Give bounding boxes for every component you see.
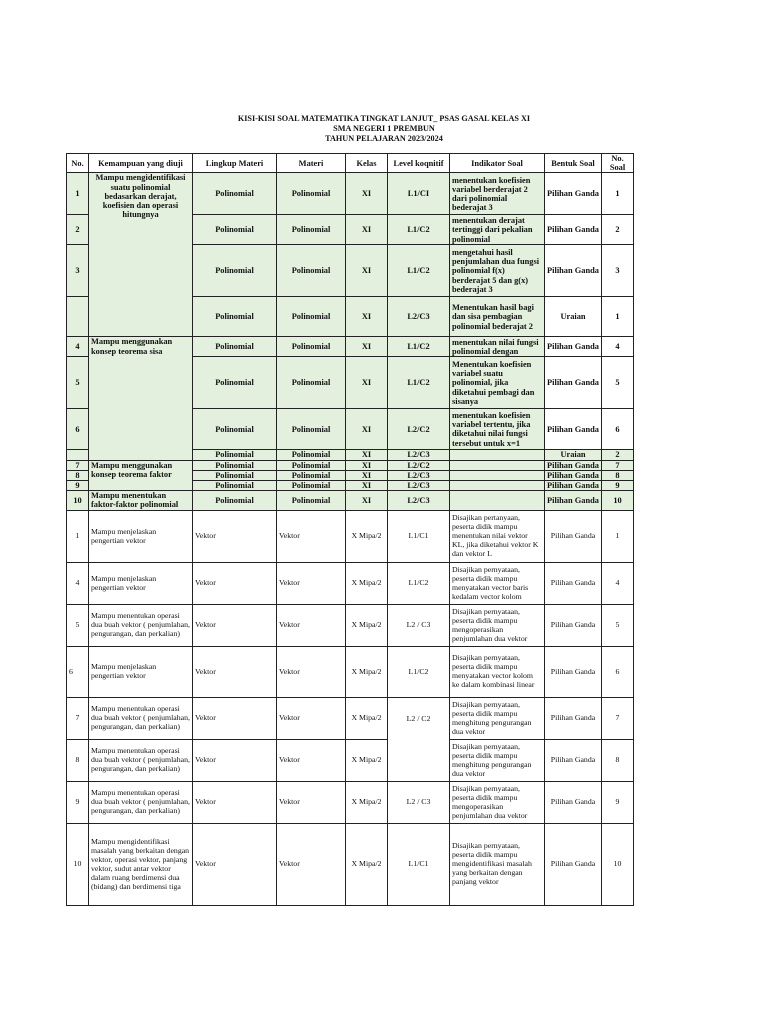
cell-kemampuan: Mampu menentukan operasi dua buah vektor ( penjumlahan, pengurangan, dan perkalian) [89,782,193,824]
header-cell: No. [67,154,89,173]
cell-level: L1/C1 [388,511,450,563]
cell-kemampuan: Mampu menentukan operasi dua buah vektor ( penjumlahan, pengurangan, dan perkalian) [89,605,193,647]
table-row [67,491,634,511]
cell-indikator [450,470,545,480]
cell-level: L1/C2 [388,357,450,409]
cell-no: 3 [67,245,89,297]
cell-kelas: X Mipa/2 [346,740,388,782]
cell-materi: Polinomial [277,491,346,511]
cell-kemampuan: Mampu mengidentifikasi masalah yang berkaitan dengan vektor, operasi vektor, panjang vektor, sudut antar vektor dalam ruang berdimensi dua (bidang) dan berdimensi tiga [89,824,193,906]
cell-kelas: XI [346,470,388,480]
cell-bentuk: Pilihan Ganda [545,563,602,605]
cell-level: L1/C2 [388,215,450,245]
cell-no [67,297,89,337]
table-row [67,647,634,698]
cell-no: 7 [67,460,89,470]
cell-level: L1/CI [388,173,450,215]
cell-bentuk: Pilihan Ganda [545,409,602,450]
table-row [67,782,634,824]
cell-nosoal: 2 [602,215,634,245]
cell-indikator: Disajikan pernyataan, peserta didik mampu mengoperasikan penjumlahan dua vektor [450,782,545,824]
cell-bentuk: Pilihan Ganda [545,460,602,470]
cell-no: 10 [67,491,89,511]
cell-bentuk: Pilihan Ganda [545,491,602,511]
cell-bentuk: Pilihan Ganda [545,173,602,215]
cell-lingkup: Vektor [193,563,277,605]
cell-no: 5 [67,605,89,647]
cell-bentuk: Pilihan Ganda [545,605,602,647]
cell-no: 4 [67,563,89,605]
cell-nosoal: 4 [602,563,634,605]
cell-bentuk: Pilihan Ganda [545,647,602,698]
cell-kemampuan: Mampu menentukan operasi dua buah vektor ( penjumlahan, pengurangan, dan perkalian) [89,740,193,782]
cell-kelas: XI [346,409,388,450]
cell-level: L1/C2 [388,647,450,698]
cell-nosoal: 1 [602,511,634,563]
cell-nosoal: 1 [602,173,634,215]
cell-kelas: X Mipa/2 [346,698,388,740]
cell-lingkup: Vektor [193,698,277,740]
cell-bentuk: Pilihan Ganda [545,337,602,357]
cell-materi: Vektor [277,647,346,698]
cell-bentuk: Pilihan Ganda [545,470,602,480]
cell-lingkup: Polinomial [193,481,277,491]
cell-lingkup: Polinomial [193,460,277,470]
cell-kemampuan: Mampu menjelaskan pengertian vektor [89,647,193,698]
cell-indikator: Menentukan hasil bagi dan sisa pembagian polinomial bederajat 2 [450,297,545,337]
cell-level: L2 / C3 [388,605,450,647]
cell-bentuk: Uraian [545,297,602,337]
cell-kelas: XI [346,481,388,491]
cell-materi: Polinomial [277,245,346,297]
cell-kelas: XI [346,297,388,337]
cell-materi: Vektor [277,824,346,906]
cell-indikator [450,450,545,460]
cell-no: 7 [67,698,89,740]
cell-kelas: XI [346,491,388,511]
cell-kemampuan: Mampu menjelaskan pengertian vektor [89,511,193,563]
cell-level [388,740,450,782]
cell-materi: Polinomial [277,470,346,480]
table-row [67,337,634,357]
cell-kelas: XI [346,173,388,215]
cell-level: L2/C3 [388,470,450,480]
cell-no: 9 [67,782,89,824]
cell-bentuk: Pilihan Ganda [545,511,602,563]
table-row [67,605,634,647]
table-row [67,511,634,563]
cell-indikator [450,481,545,491]
cell-nosoal: 4 [602,337,634,357]
cell-lingkup: Vektor [193,740,277,782]
cell-kelas: X Mipa/2 [346,563,388,605]
cell-indikator: Disajikan pernyataan, peserta didik mampu menghitung pengurangan dua vektor [450,740,545,782]
cell-kemampuan: Mampu menjelaskan pengertian vektor [89,563,193,605]
cell-kelas: XI [346,245,388,297]
cell-lingkup: Polinomial [193,215,277,245]
header-cell: Materi [277,154,346,173]
cell-kemampuan: Mampu menggunakan konsep teorema sisa [89,337,193,460]
cell-level: L2/C2 [388,460,450,470]
cell-no: 5 [67,357,89,409]
cell-materi: Polinomial [277,297,346,337]
cell-indikator: Disajikan pernyataan, peserta didik mampu mengoperasikan penjumlahan dua vektor [450,605,545,647]
cell-materi: Vektor [277,698,346,740]
cell-materi: Polinomial [277,357,346,409]
header-cell: Bentuk Soal [545,154,602,173]
title-line-1: KISI-KISI SOAL MATEMATIKA TINGKAT LANJUT_ PSAS GASAL KELAS XI [237,114,531,123]
cell-materi: Polinomial [277,409,346,450]
cell-nosoal: 2 [602,450,634,460]
document-title [0,114,768,144]
cell-level: L1/C2 [388,337,450,357]
cell-lingkup: Vektor [193,511,277,563]
cell-no: 1 [67,173,89,215]
cell-nosoal: 10 [602,491,634,511]
cell-lingkup: Vektor [193,824,277,906]
cell-lingkup: Vektor [193,647,277,698]
header-cell: Kemampuan yang diuji [89,154,193,173]
header-cell: No. Soal [602,154,634,173]
cell-kelas: XI [346,450,388,460]
cell-nosoal: 7 [602,698,634,740]
cell-bentuk: Pilihan Ganda [545,215,602,245]
cell-level: L2/C3 [388,450,450,460]
cell-materi: Vektor [277,605,346,647]
cell-nosoal: 9 [602,481,634,491]
cell-materi: Polinomial [277,173,346,215]
table-row [67,173,634,215]
cell-no: 9 [67,481,89,491]
cell-nosoal: 9 [602,782,634,824]
cell-lingkup: Polinomial [193,491,277,511]
cell-no: 1 [67,511,89,563]
table-row [67,824,634,906]
cell-bentuk: Pilihan Ganda [545,782,602,824]
cell-lingkup: Polinomial [193,470,277,480]
cell-no [67,450,89,460]
cell-kelas: XI [346,337,388,357]
cell-indikator [450,491,545,511]
cell-indikator: Menentukan koefisien variabel suatu polinomial, jika diketahui pembagi dan sisanya [450,357,545,409]
cell-indikator: mengetahui hasil penjumlahan dua fungsi polinomial f(x) berderajat 5 dan g(x) bederajat 3 [450,245,545,297]
cell-materi: Polinomial [277,481,346,491]
cell-level: L2 / C2 [388,698,450,740]
cell-indikator: menentukan derajat tertinggi dari pekalian polinomial [450,215,545,245]
header-cell: Kelas [346,154,388,173]
cell-no: 6 [67,409,89,450]
cell-materi: Vektor [277,782,346,824]
cell-bentuk: Pilihan Ganda [545,698,602,740]
cell-nosoal: 6 [602,409,634,450]
cell-level: L1/C1 [388,824,450,906]
cell-lingkup: Polinomial [193,173,277,215]
cell-bentuk: Pilihan Ganda [545,245,602,297]
cell-nosoal: 5 [602,605,634,647]
title-line-2: SMA NEGERI 1 PREMBUN [333,124,435,133]
cell-nosoal: 3 [602,245,634,297]
cell-nosoal: 8 [602,470,634,480]
header-cell: Level koqnitif [388,154,450,173]
cell-materi: Polinomial [277,460,346,470]
cell-kelas: X Mipa/2 [346,782,388,824]
cell-level: L2/C3 [388,481,450,491]
cell-nosoal: 8 [602,740,634,782]
cell-bentuk: Uraian [545,450,602,460]
cell-level: L1/C2 [388,563,450,605]
cell-kelas: XI [346,460,388,470]
cell-kemampuan: Mampu menentukan faktor-faktor polinomial [89,491,193,511]
cell-no: 2 [67,215,89,245]
cell-lingkup: Vektor [193,782,277,824]
cell-nosoal: 5 [602,357,634,409]
table-row [67,460,634,470]
cell-nosoal: 7 [602,460,634,470]
kisi-kisi-table [66,153,634,906]
cell-kelas: X Mipa/2 [346,824,388,906]
table-header-row [67,154,634,173]
cell-lingkup: Polinomial [193,409,277,450]
cell-level: L2 / C3 [388,782,450,824]
cell-materi: Polinomial [277,337,346,357]
cell-no: 8 [67,470,89,480]
cell-kelas: X Mipa/2 [346,605,388,647]
cell-lingkup: Vektor [193,605,277,647]
cell-indikator [450,460,545,470]
cell-kemampuan: Mampu mengidentifikasi suatu polinomial bedasarkan derajat, koefisien dan operasi hitungnya [89,173,193,337]
cell-bentuk: Pilihan Ganda [545,481,602,491]
cell-no: 10 [67,824,89,906]
cell-indikator: Disajikan pertanyaan, peserta didik mampu menentukan nilai vektor KL, jika diketahui vektor K dan vektor L [450,511,545,563]
cell-indikator: Disajikan pernyataan, peserta didik mampu menyatakan vector kolom ke dalam kombinasi linear [450,647,545,698]
cell-no: 6 [67,647,89,698]
cell-lingkup: Polinomial [193,297,277,337]
cell-bentuk: Pilihan Ganda [545,824,602,906]
cell-kelas: X Mipa/2 [346,647,388,698]
cell-indikator: Disajikan pernyataan, peserta didik mampu menghitung pengurangan dua vektor [450,698,545,740]
cell-level: L1/C2 [388,245,450,297]
cell-nosoal: 1 [602,297,634,337]
cell-indikator: Disajikan pernyataan, peserta didik mampu mengidentifikasi masalah yang berkaitan dengan panjang vektor [450,824,545,906]
cell-nosoal: 6 [602,647,634,698]
cell-lingkup: Polinomial [193,245,277,297]
table-row [67,740,634,782]
cell-materi: Polinomial [277,450,346,460]
cell-kemampuan: Mampu menggunakan konsep teorema faktor [89,460,193,491]
cell-materi: Polinomial [277,215,346,245]
cell-kelas: X Mipa/2 [346,511,388,563]
cell-level: L2/C2 [388,409,450,450]
header-cell: Lingkup Materi [193,154,277,173]
cell-nosoal: 10 [602,824,634,906]
title-line-3: TAHUN PELAJARAN 2023/2024 [325,134,443,143]
cell-kelas: XI [346,215,388,245]
cell-indikator: menentukan koefisien variabel tertentu, jika diketahui nilai fungsi tersebut untuk x=1 [450,409,545,450]
table-row [67,563,634,605]
cell-level: L2/C3 [388,297,450,337]
cell-bentuk: Pilihan Ganda [545,357,602,409]
cell-lingkup: Polinomial [193,450,277,460]
cell-materi: Vektor [277,511,346,563]
header-cell: Indikator Soal [450,154,545,173]
cell-indikator: Disajikan pernyataan, peserta didik mampu menyatakan vector baris kedalam vector kolom [450,563,545,605]
table-row [67,698,634,740]
cell-level: L2/C3 [388,491,450,511]
cell-indikator: menentukan nilai fungsi polinomial dengan [450,337,545,357]
cell-bentuk: Pilihan Ganda [545,740,602,782]
cell-indikator: menentukan koefisien variabel berderajat 2 dari polinomial bederajat 3 [450,173,545,215]
cell-kelas: XI [346,357,388,409]
cell-materi: Vektor [277,740,346,782]
cell-no: 4 [67,337,89,357]
cell-lingkup: Polinomial [193,357,277,409]
cell-no: 8 [67,740,89,782]
cell-kemampuan: Mampu menentukan operasi dua buah vektor ( penjumlahan, pengurangan, dan perkalian) [89,698,193,740]
cell-lingkup: Polinomial [193,337,277,357]
cell-materi: Vektor [277,563,346,605]
